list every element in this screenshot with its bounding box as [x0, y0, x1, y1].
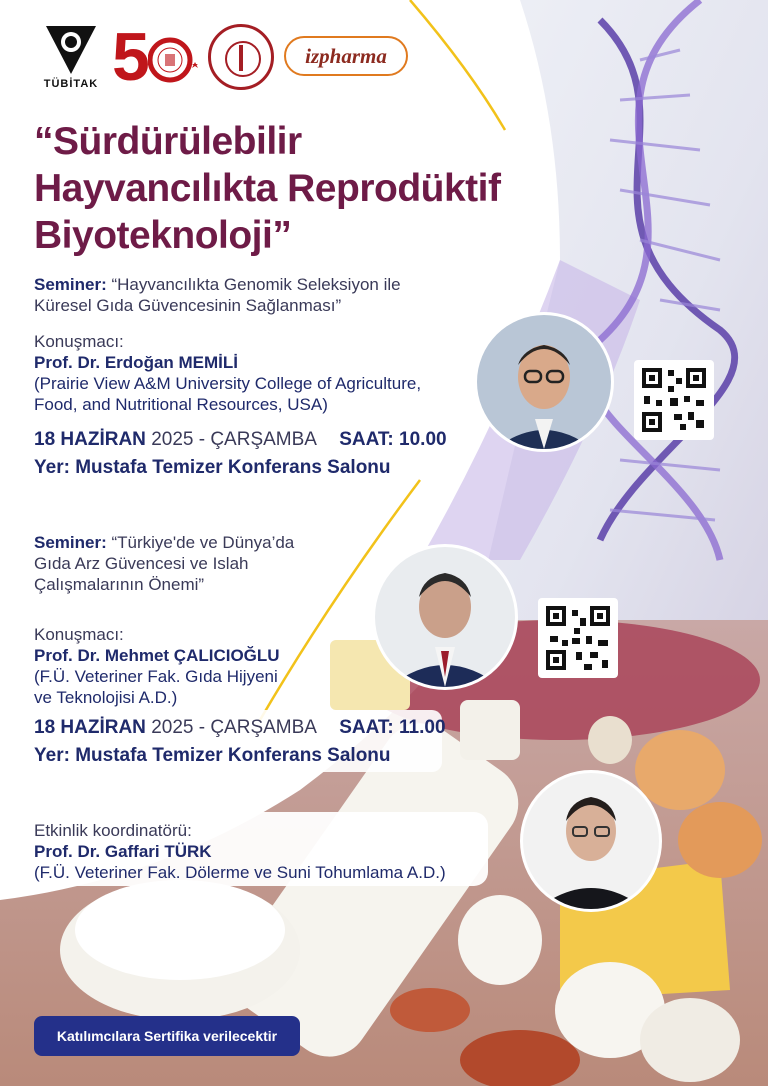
seminar2-speaker-label: Konuşmacı:	[34, 625, 124, 644]
speaker1-portrait-icon	[477, 315, 611, 449]
tubitak-emblem-icon	[42, 22, 100, 78]
speaker1-photo	[474, 312, 614, 452]
coordinator-affiliation: (F.Ü. Veteriner Fak. Dölerme ve Suni Tohumlama A.D.)	[34, 863, 446, 882]
seminar1-affiliation-line-1: (Prairie View A&M University College of Agriculture,	[34, 374, 422, 393]
seminar1-date-weekday: 2025 - ÇARŞAMBA	[151, 429, 316, 450]
anniversary-seal-icon	[148, 34, 200, 90]
coordinator-label: Etkinlik koordinatörü:	[34, 821, 192, 840]
seminar2-affiliation-line-2: ve Teknolojisi A.D.)	[34, 688, 178, 707]
seminar1-time: SAAT: 10.00	[339, 429, 447, 450]
seminar1-speaker	[34, 331, 421, 415]
izpharma-logo	[284, 36, 408, 76]
seminar1-date-day: 18 HAZİRAN	[34, 429, 146, 450]
seminar1-speaker-name: Prof. Dr. Erdoğan MEMİLİ	[34, 353, 239, 372]
coordinator-name: Prof. Dr. Gaffari TÜRK	[34, 842, 212, 861]
seminar2-time: SAAT: 11.00	[339, 717, 446, 738]
seminar2-title-line-3: Çalışmalarının Önemi”	[34, 575, 205, 594]
speaker2-photo	[372, 544, 518, 690]
seminar2-qr-code[interactable]	[538, 598, 618, 678]
seminar1-title-line-1: “Hayvancılıkta Genomik Seleksiyon ile	[111, 275, 401, 294]
event-title	[34, 118, 574, 259]
seminar2-label: Seminer:	[34, 533, 107, 552]
seminar1-affiliation-line-2: Food, and Nutritional Resources, USA)	[34, 395, 328, 414]
seminar1-title	[34, 274, 401, 316]
seminar2-date-day: 18 HAZİRAN	[34, 717, 146, 738]
izpharma-wordmark: izpharma	[305, 44, 387, 68]
fifty-digit: 5	[112, 19, 150, 95]
title-line-1: “Sürdürülebilir	[34, 120, 302, 163]
seminar2-venue: Yer: Mustafa Temizer Konferans Salonu	[34, 745, 391, 766]
seminar2-speaker	[34, 624, 280, 708]
qr-code-icon	[538, 598, 618, 678]
vet-logo-ring	[225, 41, 261, 77]
title-line-2: Hayvancılıkta Reprodüktif	[34, 167, 501, 210]
coordinator-block	[34, 820, 446, 883]
tubitak-label: TÜBİTAK	[43, 78, 99, 90]
seminar1-title-line-2: Küresel Gıda Güvencesinin Sağlanması”	[34, 296, 342, 315]
seminar2-title-line-2: Gıda Arz Güvencesi ve Islah	[34, 554, 249, 573]
seminar2-speaker-name: Prof. Dr. Mehmet ÇALICIOĞLU	[34, 646, 280, 665]
seminar2-title	[34, 532, 294, 595]
seminar2-affiliation-line-1: (F.Ü. Veteriner Fak. Gıda Hijyeni	[34, 667, 278, 686]
seminar2-date	[34, 716, 446, 740]
coordinator-portrait-icon	[523, 773, 659, 909]
speaker2-portrait-icon	[375, 547, 515, 687]
seminar2-date-weekday: 2025 - ÇARŞAMBA	[151, 717, 316, 738]
veterinary-faculty-logo	[208, 24, 274, 90]
coordinator-photo	[520, 770, 662, 912]
seminar1-date	[34, 428, 447, 452]
seminar1-venue: Yer: Mustafa Temizer Konferans Salonu	[34, 457, 391, 478]
fifty-years-logo	[112, 19, 202, 95]
qr-code-icon	[634, 360, 714, 440]
seminar1-qr-code[interactable]	[634, 360, 714, 440]
tubitak-logo	[42, 22, 100, 94]
title-line-3: Biyoteknoloji”	[34, 214, 292, 257]
seminar1-speaker-label: Konuşmacı:	[34, 332, 124, 351]
caduceus-icon	[239, 45, 243, 71]
seminar1-label: Seminer:	[34, 275, 107, 294]
certificate-note: Katılımcılara Sertifika verilecektir	[34, 1016, 300, 1056]
seminar2-title-line-1: “Türkiye'de ve Dünya’da	[111, 533, 295, 552]
